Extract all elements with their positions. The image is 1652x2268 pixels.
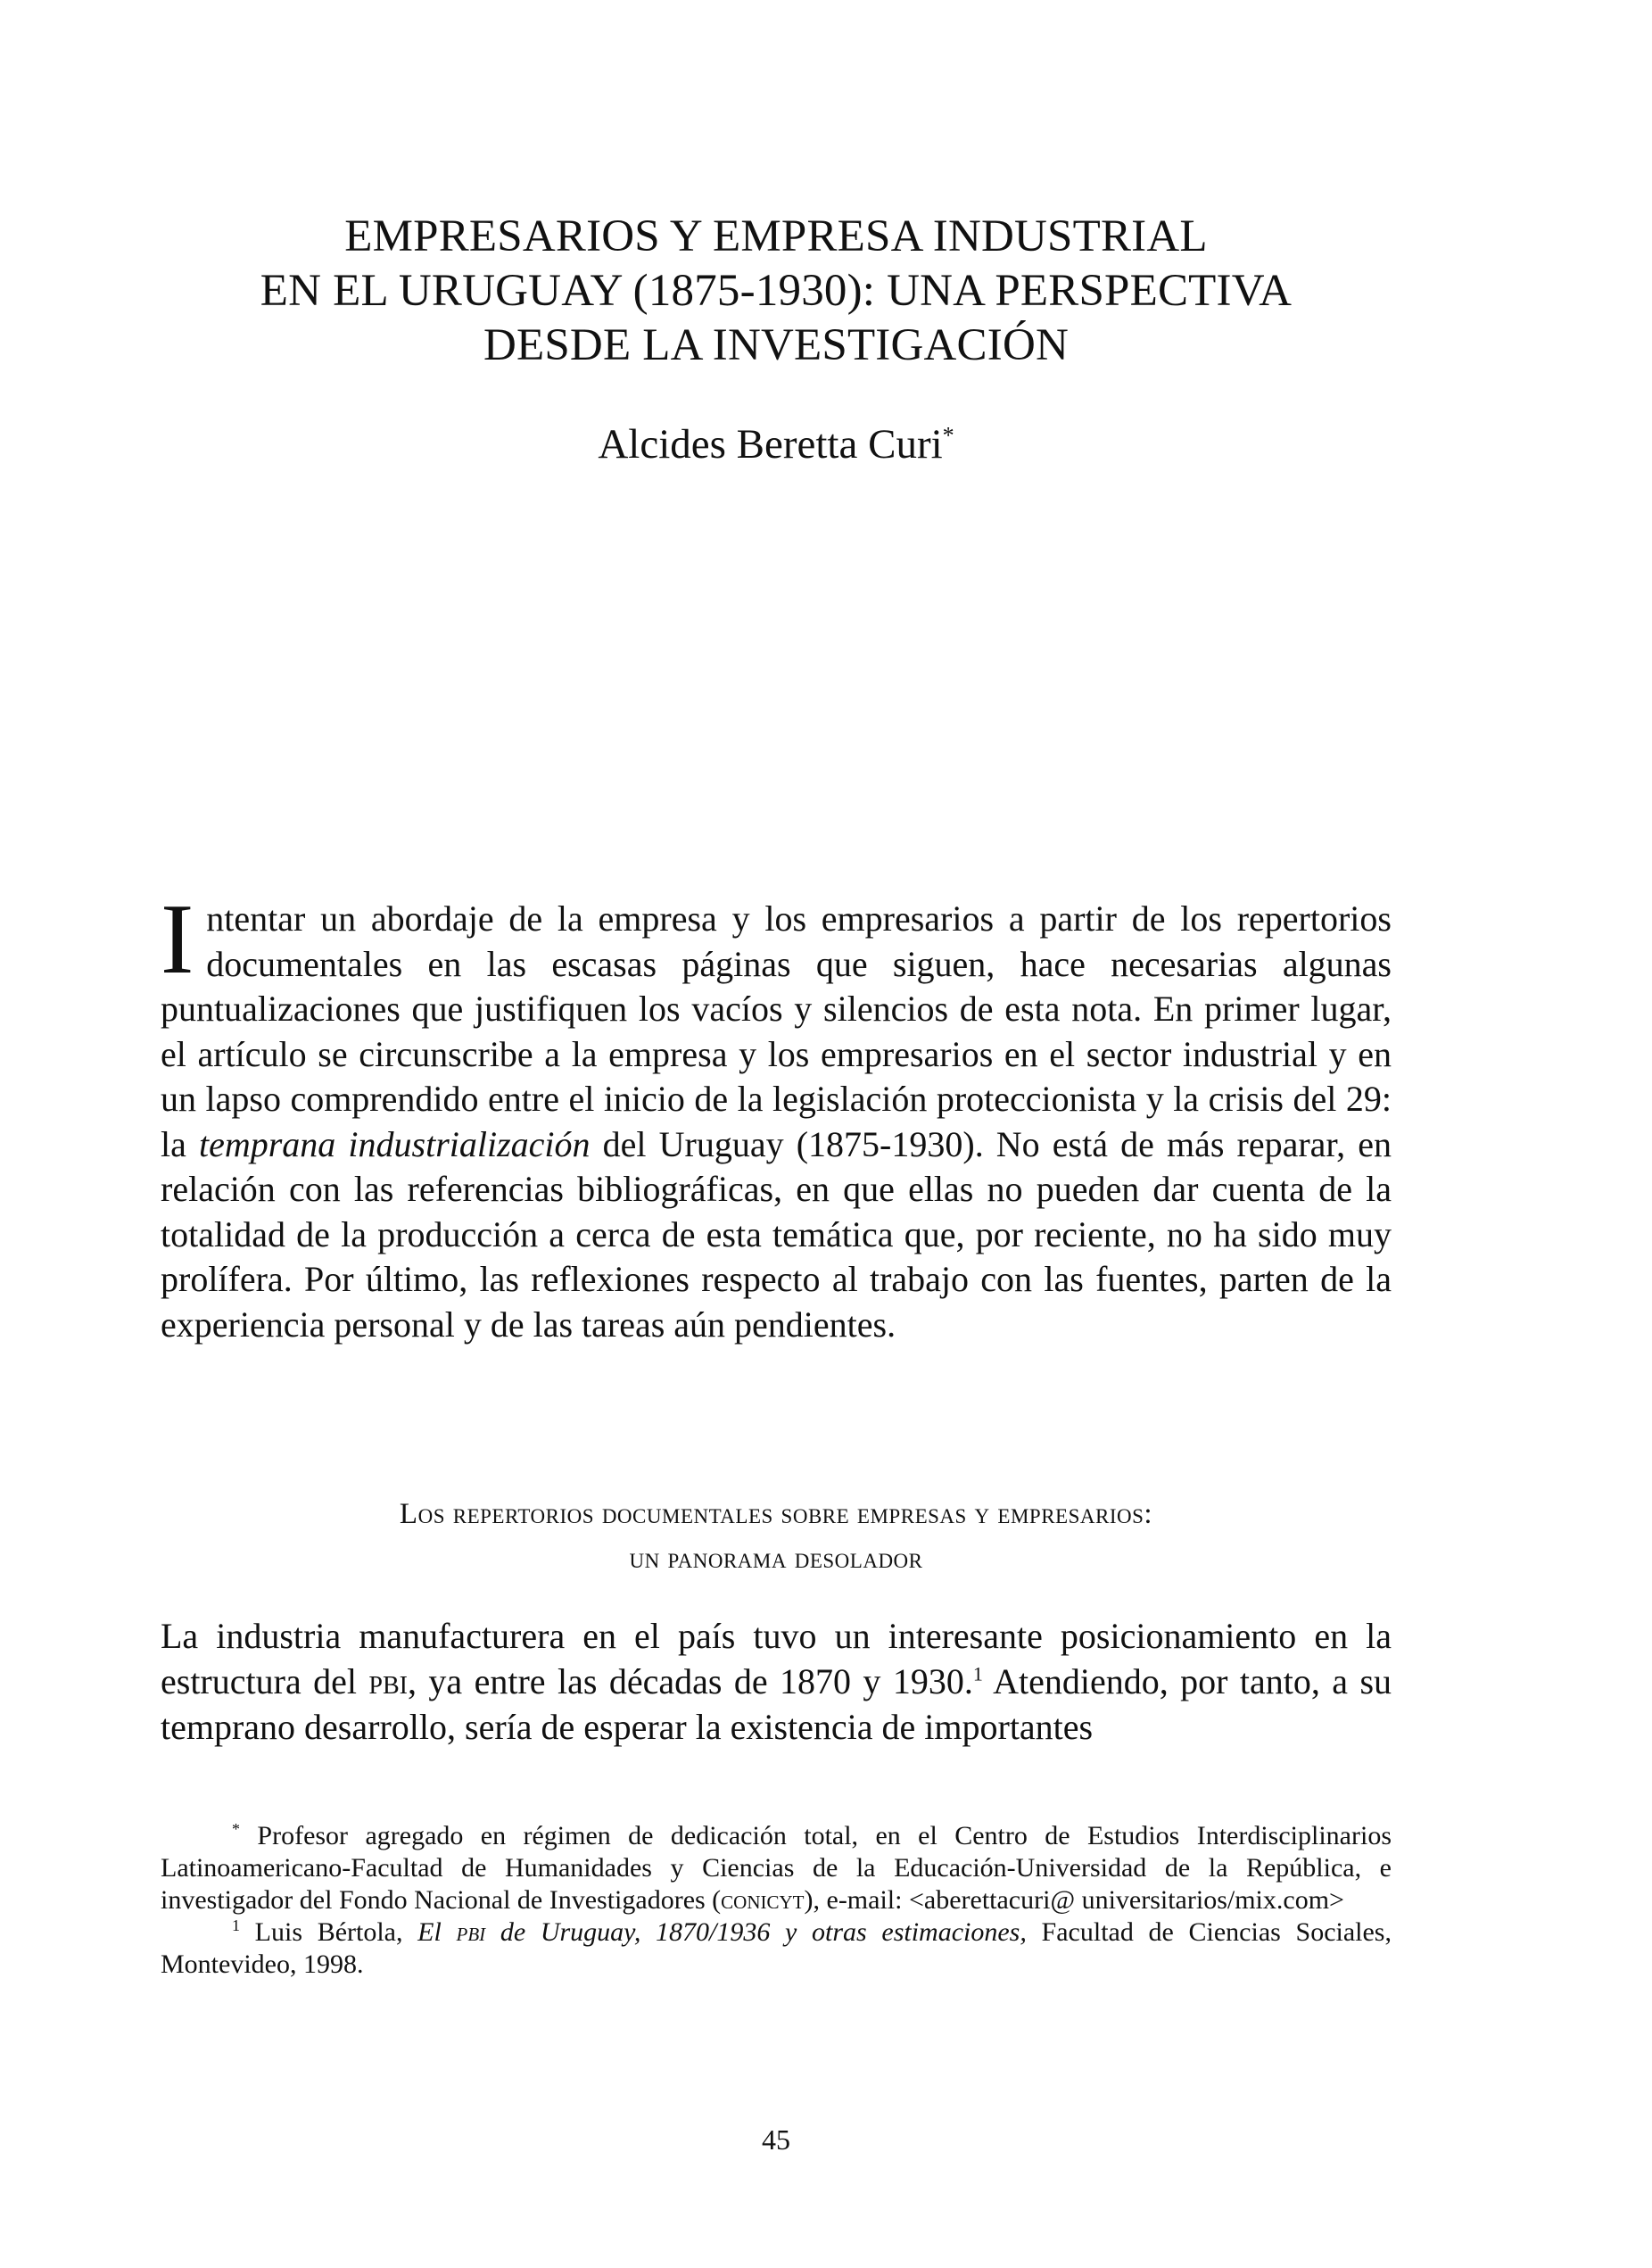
body-text-3: Atendiendo, por tanto, a su temprano desarrollo, sería de esperar la existencia de importantes bbox=[161, 1661, 1392, 1747]
intro-text-2: del Uruguay (1875-1930). No está de más reparar, en relación con las referencias bibliográficas, en que ellas no pueden dar cuenta de la totalidad de la producción a cerca de esta temática que, por reciente, no ha sido muy prolífera. Por último, las reflexiones respecto al trabajo con las fuentes, parten de la experiencia personal y de las tareas aún pendientes. bbox=[161, 1123, 1392, 1345]
body-text-1: La industria manufacturera en el país tuvo un interesante posicionamiento en la estructura del bbox=[161, 1616, 1392, 1701]
footnote-1-title-part-1: El bbox=[417, 1917, 457, 1947]
footnote-author bbox=[161, 1820, 1392, 1916]
section-heading bbox=[161, 1492, 1392, 1581]
body-text-2: , ya entre las décadas de 1870 y 1930. bbox=[408, 1661, 973, 1701]
footnote-1-title bbox=[417, 1917, 1027, 1947]
paper-page bbox=[161, 0, 1392, 2268]
article-title bbox=[161, 210, 1392, 373]
footnote-1-author: Luis Bértola, bbox=[240, 1917, 418, 1947]
title-line-1: EMPRESARIOS Y EMPRESA INDUSTRIAL bbox=[344, 211, 1208, 261]
footnote-1-mark: 1 bbox=[232, 1916, 240, 1934]
footnote-star-text-1: Profesor agregado en régimen de dedicación total, en el Centro de Estudios Interdisciplinarios Latinoamericano-Facultad de Humanidades y Ciencias de la Educación-Universidad de la República, e investigador del Fondo Nacional de Investigadores ( bbox=[161, 1821, 1392, 1915]
drop-cap: I bbox=[161, 884, 194, 995]
intro-text-1: ntentar un abordaje de la empresa y los empresarios a partir de los repertorios documentales en las escasas páginas que siguen, hace necesarias algunas puntualizaciones que justifiquen los vacíos y silencios de esta nota. En primer lugar, el artículo se circunscribe a la empresa y los empresarios en el sector industrial y en un lapso comprendido entre el inicio de la legislación proteccionista y la crisis del 29: la bbox=[161, 898, 1392, 1164]
author-line bbox=[161, 419, 1392, 469]
footnote-star-text-2: ), e-mail: <aberettacuri@ universitarios/mix.com> bbox=[804, 1885, 1344, 1915]
section-heading-line-1: Los repertorios documentales sobre empresas y empresarios: bbox=[399, 1498, 1153, 1530]
footnote-1 bbox=[161, 1916, 1392, 1981]
intro-paragraph bbox=[161, 884, 1392, 1347]
footnote-1-title-part-2: de Uruguay, 1870/1936 y otras estimaciones, bbox=[485, 1917, 1027, 1947]
title-line-2: EN EL URUGUAY (1875-1930): UNA PERSPECTIVA bbox=[260, 266, 1293, 316]
author-footnote-mark: * bbox=[942, 422, 954, 449]
footnote-star-mark: * bbox=[232, 1820, 240, 1838]
footnote-ref-1[interactable]: 1 bbox=[972, 1662, 983, 1685]
page-number: 45 bbox=[762, 2123, 790, 2156]
footnote-abbr-conicyt: conicyt bbox=[721, 1885, 805, 1915]
footnote-1-abbr-pbi: pbi bbox=[456, 1917, 486, 1947]
footnote-1-rest: Facultad de Ciencias Sociales, Montevideo, 1998. bbox=[161, 1917, 1392, 1979]
footnotes bbox=[161, 1820, 1392, 1981]
body-abbr-pbi: pbi bbox=[368, 1661, 408, 1701]
title-line-3: DESDE LA INVESTIGACIÓN bbox=[483, 320, 1070, 370]
author-name: Alcides Beretta Curi bbox=[598, 421, 943, 468]
body-paragraph bbox=[161, 1613, 1392, 1750]
section-heading-line-2: un panorama desolador bbox=[629, 1543, 923, 1575]
intro-italic: temprana industrialización bbox=[198, 1123, 591, 1164]
